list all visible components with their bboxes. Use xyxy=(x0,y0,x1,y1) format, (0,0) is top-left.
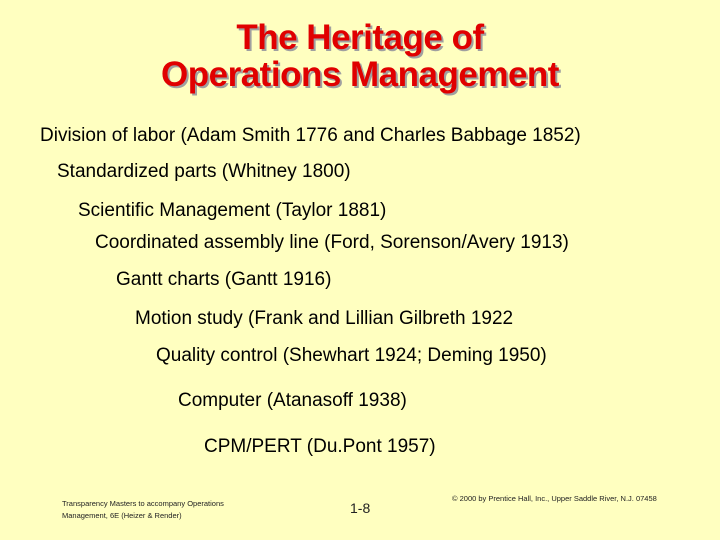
item-scientific-management: Scientific Management (Taylor 1881) xyxy=(78,200,387,221)
item-cpm-pert: CPM/PERT (Du.Pont 1957) xyxy=(204,436,436,457)
item-computer: Computer (Atanasoff 1938) xyxy=(178,390,407,411)
footer-credit xyxy=(62,498,224,522)
item-assembly-line: Coordinated assembly line (Ford, Sorenson/Avery 1913) xyxy=(95,232,569,253)
copyright-notice: © 2000 by Prentice Hall, Inc., Upper Saddle River, N.J. 07458 xyxy=(452,494,657,503)
page-number: 1-8 xyxy=(350,500,371,516)
title-line-2: Operations Management xyxy=(161,55,559,94)
item-quality-control: Quality control (Shewhart 1924; Deming 1950) xyxy=(156,345,547,366)
footer-credit-line-2: Management, 6E (Heizer & Render) xyxy=(62,511,182,520)
item-standardized-parts: Standardized parts (Whitney 1800) xyxy=(57,161,351,182)
item-motion-study: Motion study (Frank and Lillian Gilbreth 1922 xyxy=(135,308,514,329)
footer-credit-line-1: Transparency Masters to accompany Operations xyxy=(62,499,224,508)
title-line-1: The Heritage of xyxy=(236,18,484,57)
item-division-of-labor: Division of labor (Adam Smith 1776 and Charles Babbage 1852) xyxy=(40,125,581,146)
item-gantt-charts: Gantt charts (Gantt 1916) xyxy=(116,269,332,290)
